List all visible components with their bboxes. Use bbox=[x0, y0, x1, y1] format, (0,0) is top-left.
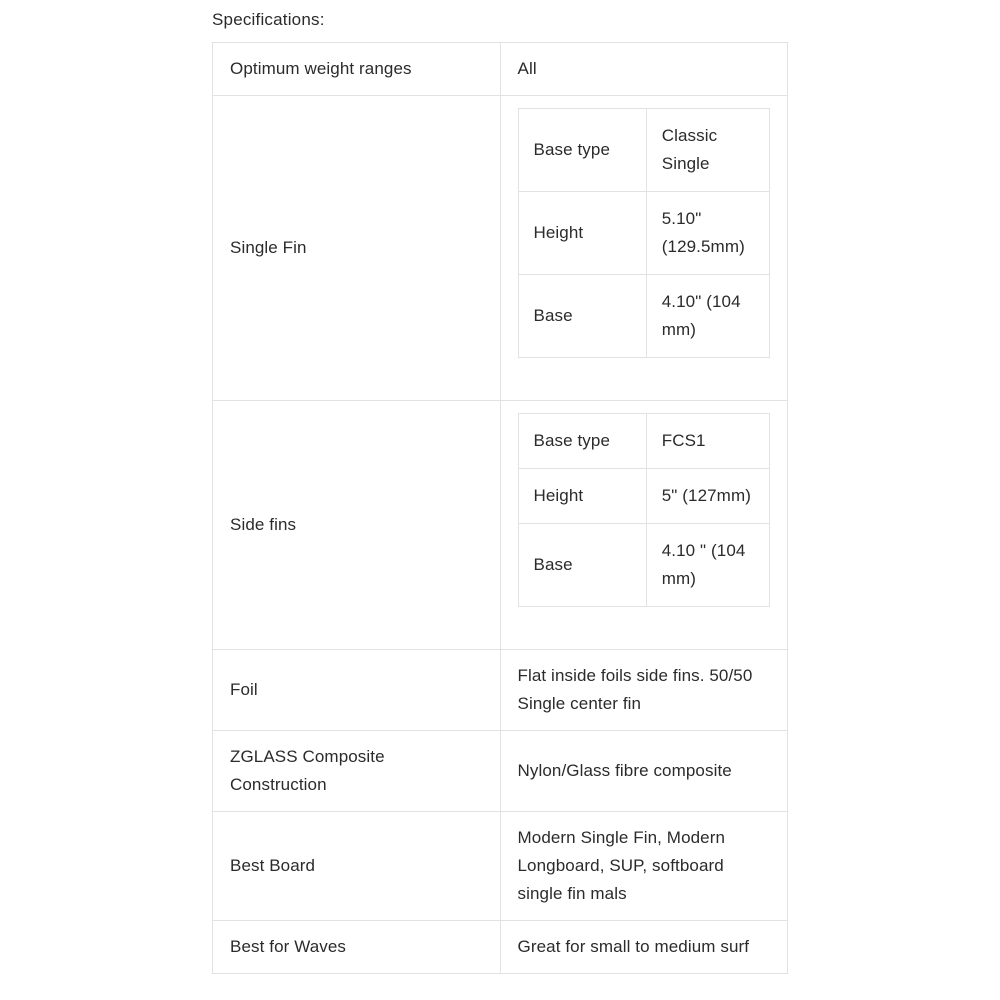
spec-label: Best for Waves bbox=[213, 921, 501, 974]
subtable-value: 5.10" (129.5mm) bbox=[646, 192, 769, 275]
spec-row bbox=[213, 96, 788, 401]
product-specifications-section bbox=[212, 0, 788, 974]
subtable-row bbox=[518, 469, 770, 524]
subtable-row bbox=[518, 192, 770, 275]
subtable-label: Base bbox=[518, 524, 646, 607]
spec-value-cell bbox=[500, 96, 788, 401]
spec-label: Optimum weight ranges bbox=[213, 43, 501, 96]
subtable-row bbox=[518, 414, 770, 469]
spec-value: Modern Single Fin, Modern Longboard, SUP, softboard single fin mals bbox=[500, 812, 788, 921]
spec-value-cell bbox=[500, 401, 788, 650]
spec-row bbox=[213, 731, 788, 812]
subtable-label: Base bbox=[518, 275, 646, 358]
spec-row bbox=[213, 401, 788, 650]
spec-row bbox=[213, 43, 788, 96]
subtable-label: Base type bbox=[518, 109, 646, 192]
spec-label: Side fins bbox=[213, 401, 501, 650]
spec-row bbox=[213, 921, 788, 974]
spec-value: Nylon/Glass fibre composite bbox=[500, 731, 788, 812]
specifications-table bbox=[212, 42, 788, 974]
spec-label: ZGLASS Composite Construction bbox=[213, 731, 501, 812]
spec-value: Great for small to medium surf bbox=[500, 921, 788, 974]
subtable-label: Height bbox=[518, 469, 646, 524]
subtable-row bbox=[518, 275, 770, 358]
subtable-label: Height bbox=[518, 192, 646, 275]
subtable-value: 4.10" (104 mm) bbox=[646, 275, 769, 358]
spec-value: All bbox=[500, 43, 788, 96]
subtable-value: 5" (127mm) bbox=[646, 469, 769, 524]
spec-label: Foil bbox=[213, 650, 501, 731]
spec-row bbox=[213, 812, 788, 921]
spec-label: Best Board bbox=[213, 812, 501, 921]
subtable-value: Classic Single bbox=[646, 109, 769, 192]
subtable-row bbox=[518, 109, 770, 192]
subtable-label: Base type bbox=[518, 414, 646, 469]
spec-row bbox=[213, 650, 788, 731]
spec-label: Single Fin bbox=[213, 96, 501, 401]
subtable-value: 4.10 " (104 mm) bbox=[646, 524, 769, 607]
spec-subtable bbox=[518, 108, 771, 358]
specifications-heading: Specifications: bbox=[212, 10, 325, 29]
subtable-row bbox=[518, 524, 770, 607]
spec-value: Flat inside foils side fins. 50/50 Single center fin bbox=[500, 650, 788, 731]
spec-subtable bbox=[518, 413, 771, 607]
subtable-value: FCS1 bbox=[646, 414, 769, 469]
